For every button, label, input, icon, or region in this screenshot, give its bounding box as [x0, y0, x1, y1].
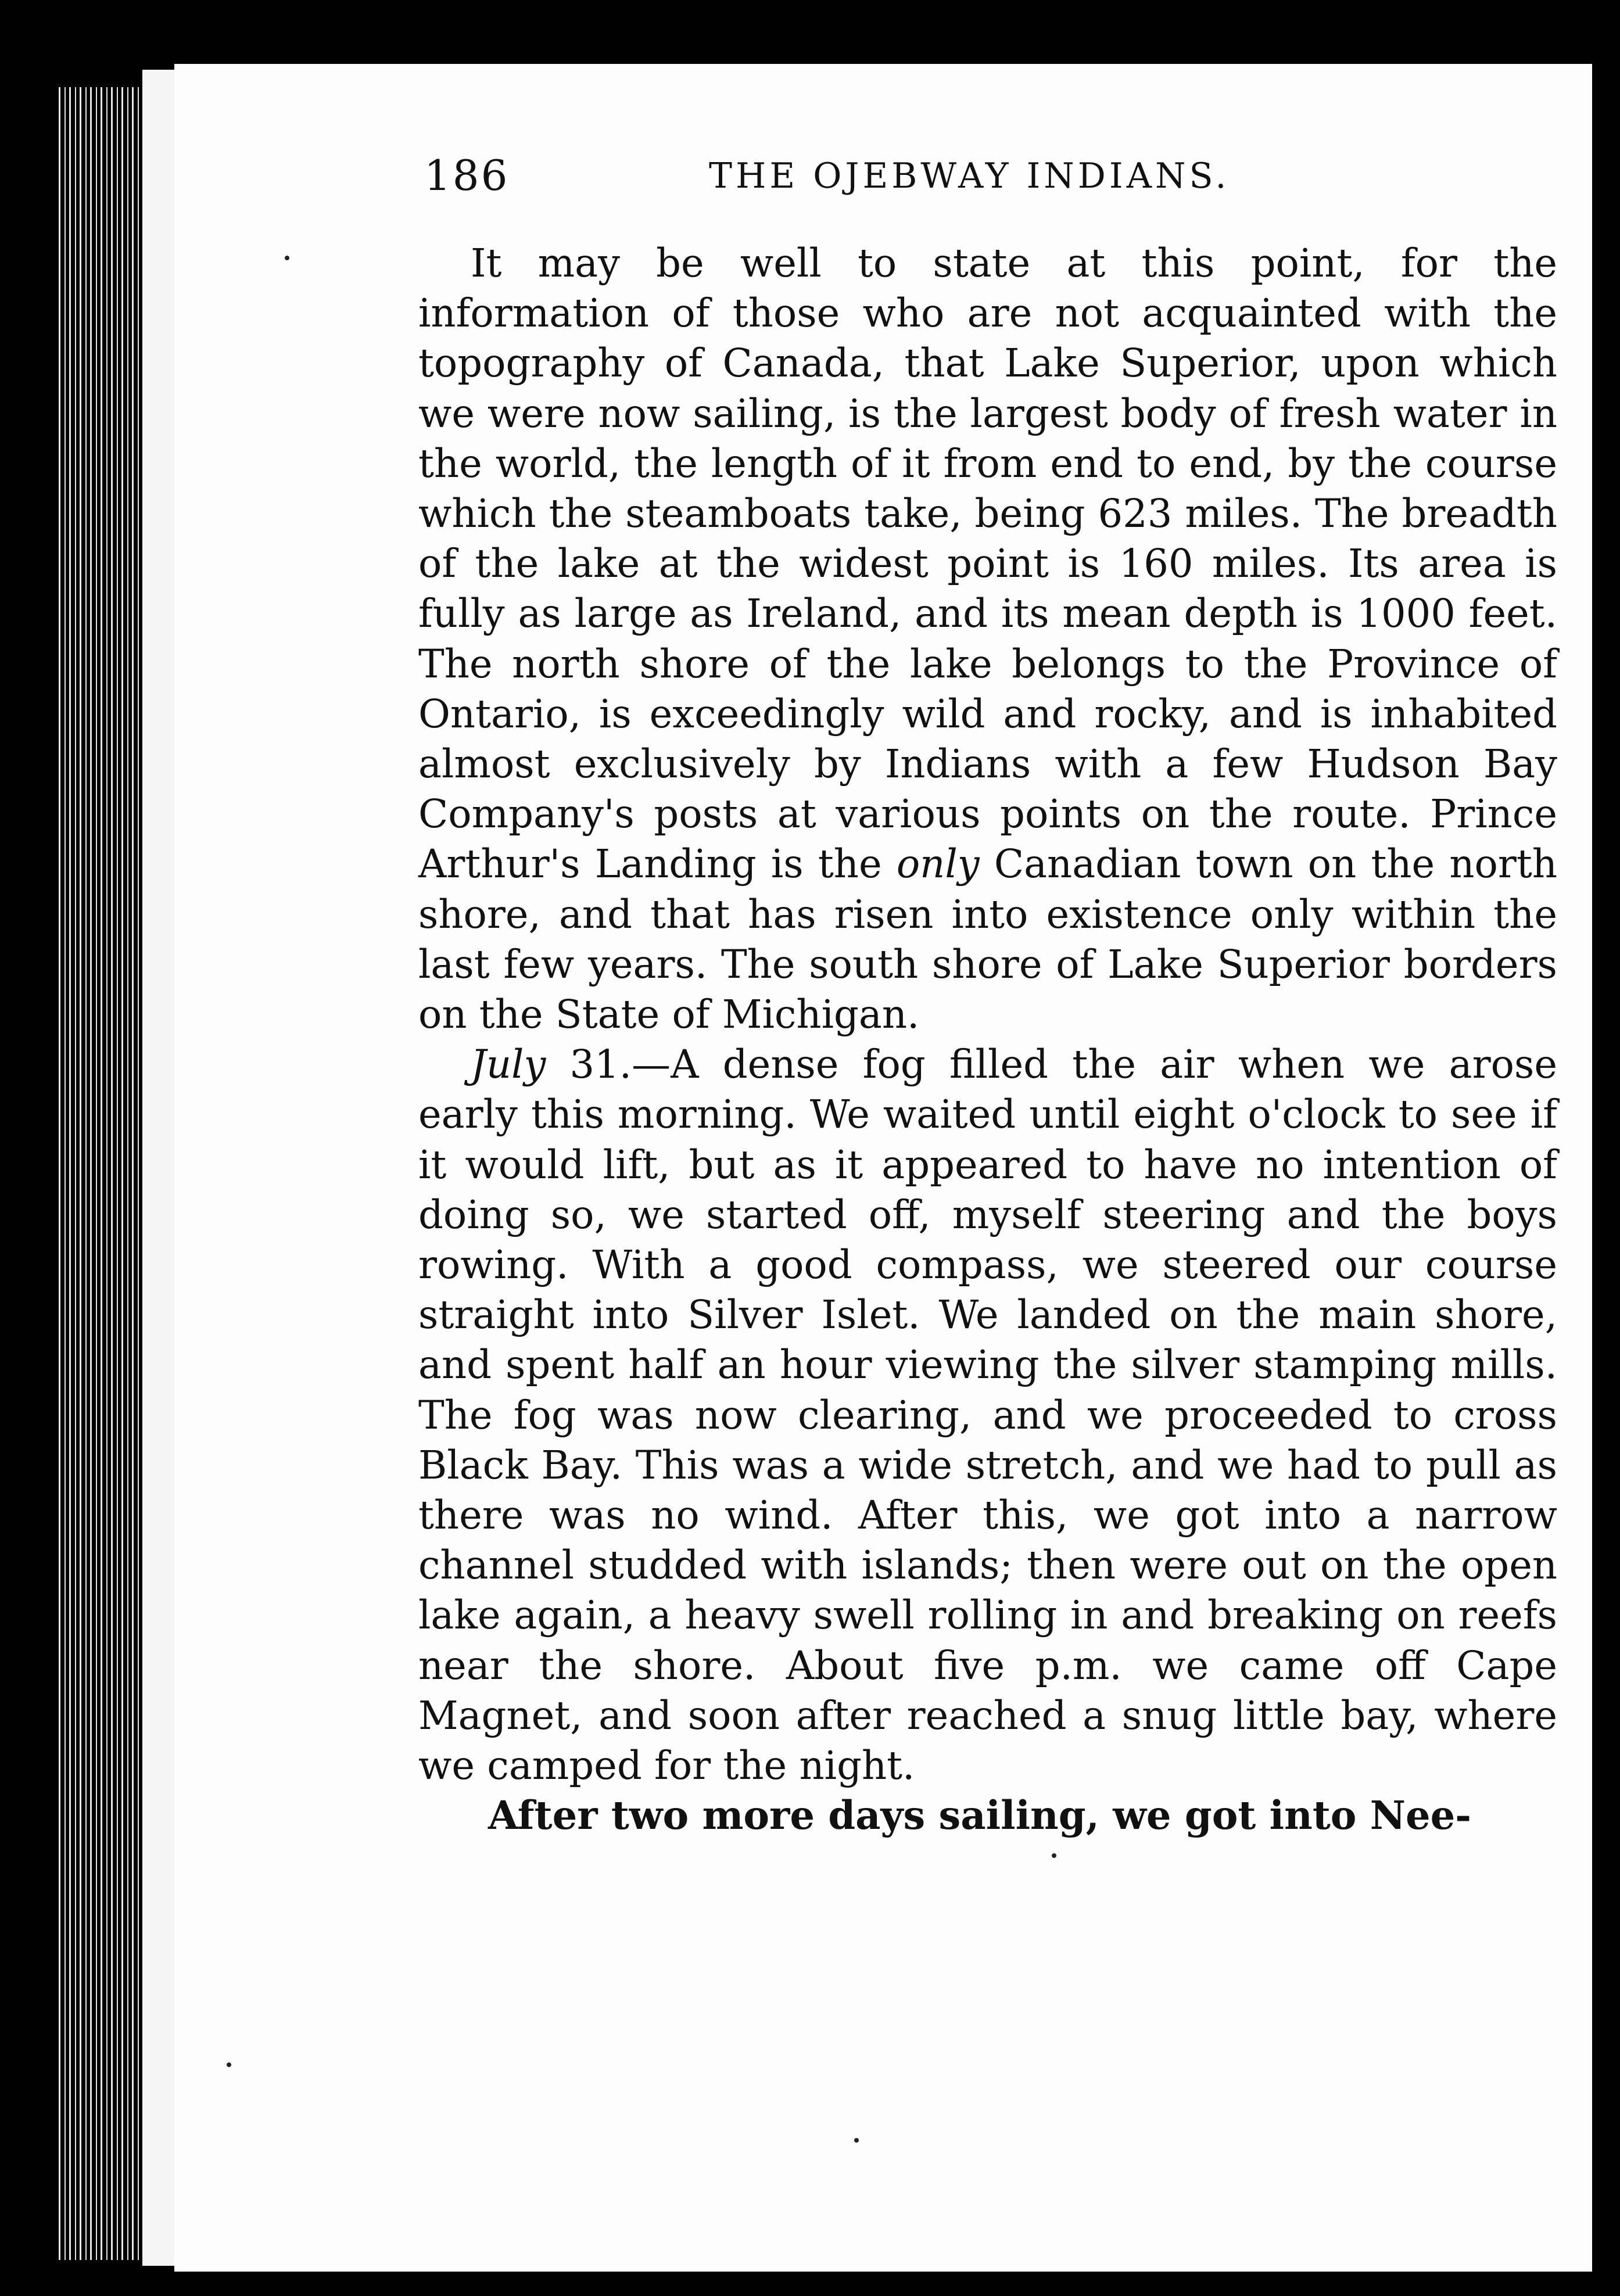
speck-mark: [854, 2138, 859, 2143]
paragraph-continuation: [418, 1791, 1557, 1841]
date-label: July: [471, 1042, 546, 1088]
paragraph-text: 31.—A dense fog filled the air when we arose early this morning. We waited until eight o'clock to see if it would lift, but as it appeared to have no intention of doing so, we started off, myself steering and the boys rowing. With a good compass, we steered our course straight into Silver Islet. We landed on the main shore, and spent half an hour viewing the silver stamping mills. The fog was now clearing, and we proceeded to cross Black Bay. This was a wide stretch, and we had to pull as there was no wind. After this, we got into a narrow channel studded with islands; then were out on the open lake again, a heavy swell rolling in and breaking on reefs near the shore. About five p.m. we came off Cape Magnet, and soon after reached a snug little bay, where we camped for the night.: [418, 1042, 1557, 1789]
page-content: [418, 151, 1557, 1841]
paragraph-text-continued: Canadian town on the north shore, and that has risen into existence only within the last few years. The south shore of Lake Superior borders on the State of Michigan.: [418, 841, 1557, 1038]
running-title: THE OJEBWAY INDIANS.: [709, 156, 1230, 196]
book-page: [174, 64, 1592, 2272]
body-text: [418, 238, 1557, 1841]
running-head: [418, 151, 1557, 221]
speck-mark: [285, 256, 289, 260]
speck-mark: [227, 2062, 231, 2067]
paragraph-text: It may be well to state at this point, for the information of those who are not acquainted with the topography of Canada, that Lake Superior, upon which we were now sailing, is the largest body of fresh water in the world, the length of it from end to end, by the course which the steamboats take, being 623 miles. The breadth of the lake at the widest point is 160 miles. Its area is fully as large as Ireland, and its mean depth is 1000 feet. The north shore of the lake belongs to the Province of Ontario, is exceedingly wild and rocky, and is inhabited almost exclusively by Indians with a few Hudson Bay Company's posts at various points on the route. Prince Arthur's Landing is the: [418, 241, 1557, 887]
speck-mark: [1052, 1853, 1056, 1858]
paragraph-july-31: [418, 1039, 1557, 1791]
paragraph-lake-superior: [418, 238, 1557, 1039]
emphasis-word: only: [896, 841, 980, 887]
paragraph-text: After two more days sailing, we got into Nee-: [488, 1792, 1472, 1839]
page-number: 186: [424, 151, 510, 200]
